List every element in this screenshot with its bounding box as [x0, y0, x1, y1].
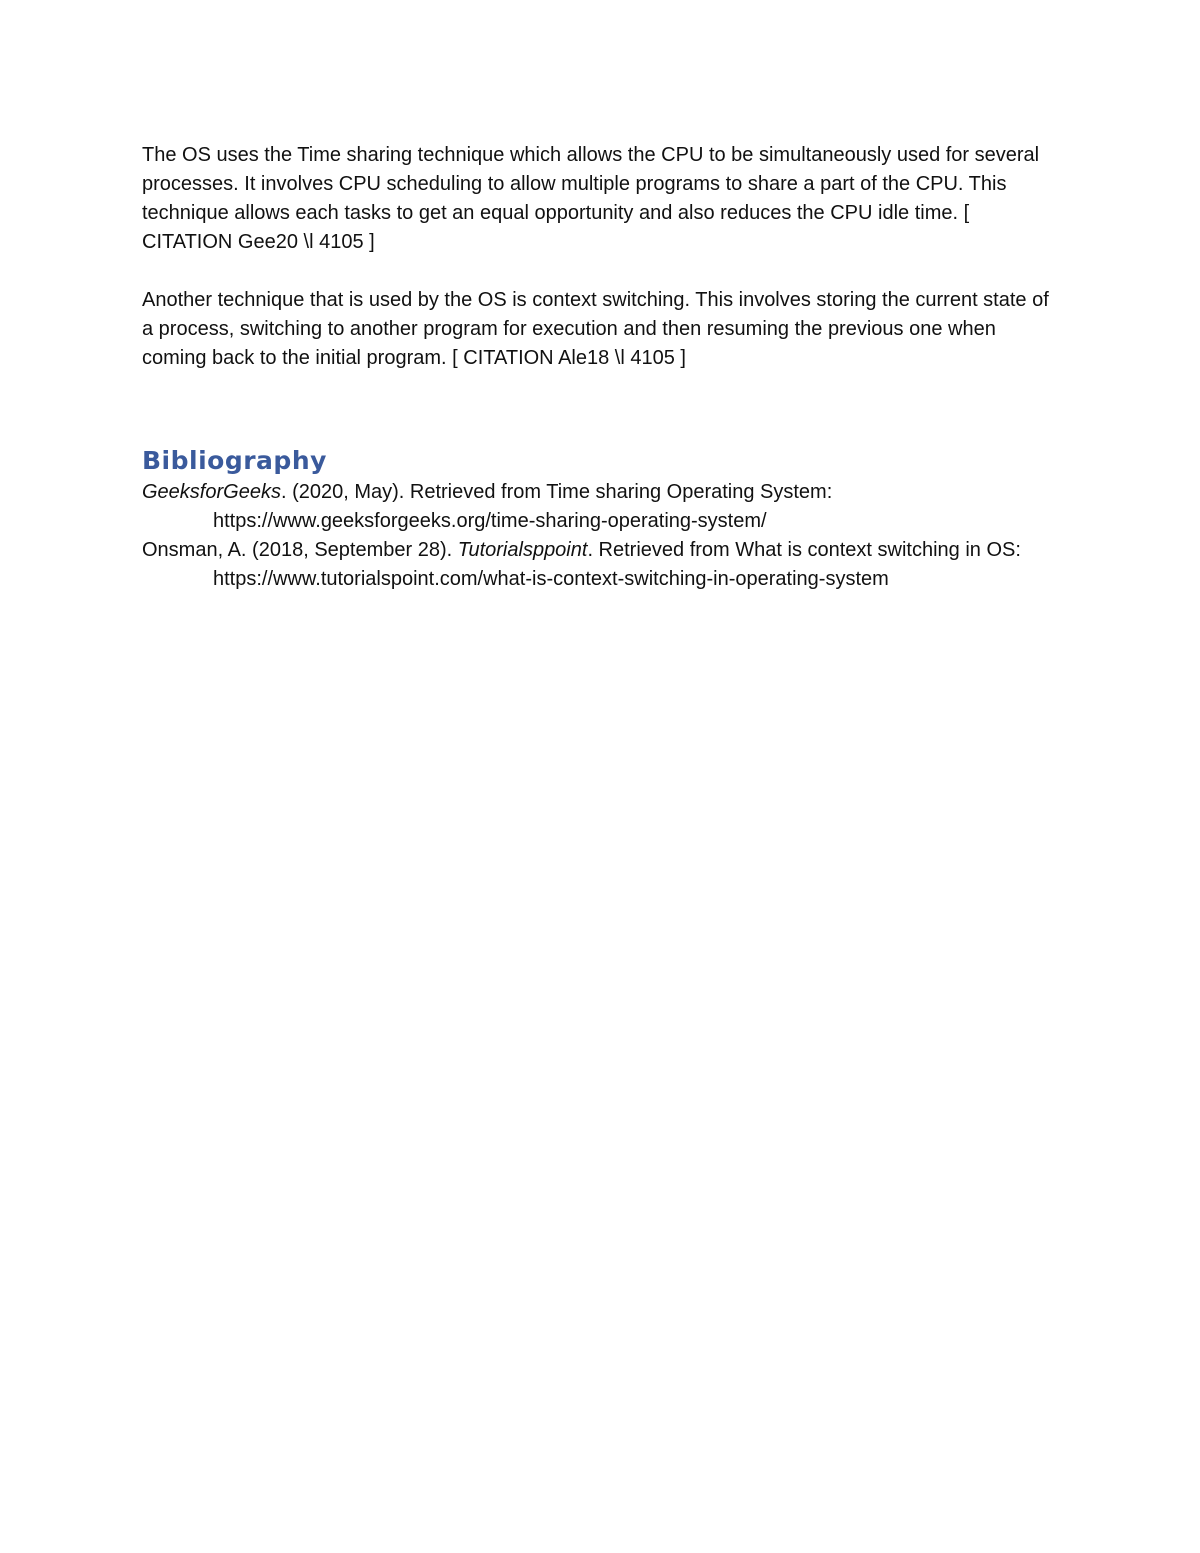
bibliography-heading: Bibliography: [142, 446, 327, 475]
bibliography-entry-lead: Onsman, A. (2018, September 28).: [142, 539, 458, 561]
bibliography-entry-source-title: Tutorialsppoint: [457, 539, 588, 561]
bibliography-entry-details: . (2020, May). Retrieved from Time sharing Operating System: https://www.geeksforgeeks.org/time-sharing-operating-system/: [213, 481, 833, 532]
bibliography-entry-geeksforgeeks: [142, 478, 1057, 536]
document-body: [142, 141, 1057, 594]
bibliography-entry-source-title: GeeksforGeeks: [142, 481, 281, 503]
paragraph-time-sharing: The OS uses the Time sharing technique which allows the CPU to be simultaneously used for several processes. It involves CPU scheduling to allow multiple programs to share a part of the CPU. This technique allows each tasks to get an equal opportunity and also reduces the CPU idle time. [ CITATION Gee20 \l 4105 ]: [142, 144, 1040, 253]
bibliography-entry-tutorialspoint: [142, 536, 1057, 594]
paragraph-context-switching: Another technique that is used by the OS is context switching. This involves storing the current state of a process, switching to another program for execution and then resuming the previous one when coming back to the initial program. [ CITATION Ale18 \l 4105 ]: [142, 289, 1049, 369]
bibliography-entry-details: . Retrieved from What is context switching in OS: https://www.tutorialspoint.com/what-is-context-switching-in-operating-system: [213, 539, 1021, 590]
bibliography-list: [142, 478, 1057, 594]
